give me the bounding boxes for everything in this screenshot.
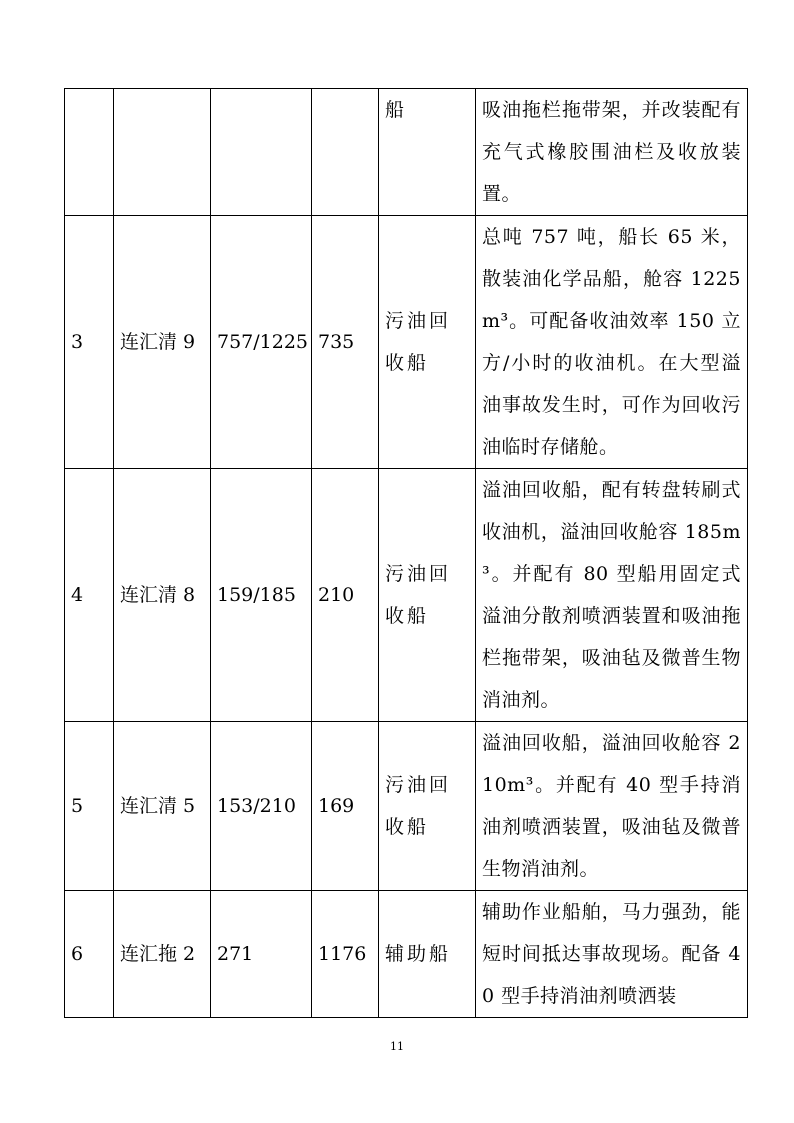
- cell-power: [312, 89, 379, 216]
- cell-power: 210: [312, 469, 379, 722]
- cell-tonnage: 271: [211, 891, 312, 1018]
- table-row: [65, 722, 748, 891]
- vessel-table: [64, 88, 748, 1018]
- cell-number: 4: [65, 469, 114, 722]
- cell-vessel-type: 辅助船: [379, 891, 476, 1018]
- table-row: [65, 891, 748, 1018]
- cell-description: 总吨 757 吨，船长 65 米，散装油化学品船，舱容 1225m³。可配备收油效率 150 立方/小时的收油机。在大型溢油事故发生时，可作为回收污油临时存储舱。: [476, 216, 748, 469]
- cell-number: 5: [65, 722, 114, 891]
- cell-vessel-name: [114, 89, 211, 216]
- cell-vessel-name: 连汇拖 2: [114, 891, 211, 1018]
- cell-description: 溢油回收船，溢油回收舱容 210m³。并配有 40 型手持消油剂喷洒装置，吸油毡及微普生物消油剂。: [476, 722, 748, 891]
- cell-power: 169: [312, 722, 379, 891]
- cell-vessel-name: 连汇清 5: [114, 722, 211, 891]
- cell-vessel-type: 污油回收船: [379, 216, 476, 469]
- cell-vessel-name: 连汇清 9: [114, 216, 211, 469]
- table-row: [65, 89, 748, 216]
- cell-description: 溢油回收船，配有转盘转刷式收油机，溢油回收舱容 185m³。并配有 80 型船用固定式溢油分散剂喷洒装置和吸油拖栏拖带架，吸油毡及微普生物消油剂。: [476, 469, 748, 722]
- cell-power: 1176: [312, 891, 379, 1018]
- table-row: [65, 216, 748, 469]
- cell-tonnage: 153/210: [211, 722, 312, 891]
- cell-power: 735: [312, 216, 379, 469]
- cell-vessel-type: 污油回收船: [379, 469, 476, 722]
- cell-tonnage: 757/1225: [211, 216, 312, 469]
- cell-vessel-name: 连汇清 8: [114, 469, 211, 722]
- cell-number: 3: [65, 216, 114, 469]
- cell-tonnage: [211, 89, 312, 216]
- cell-number: [65, 89, 114, 216]
- cell-description: 辅助作业船舶，马力强劲，能短时间抵达事故现场。配备 40 型手持消油剂喷洒装: [476, 891, 748, 1018]
- cell-vessel-type: 污油回收船: [379, 722, 476, 891]
- cell-tonnage: 159/185: [211, 469, 312, 722]
- cell-description: 吸油拖栏拖带架，并改装配有充气式橡胶围油栏及收放装置。: [476, 89, 748, 216]
- page-number: 11: [390, 1040, 404, 1053]
- table-row: [65, 469, 748, 722]
- cell-vessel-type: 船: [379, 89, 476, 216]
- cell-number: 6: [65, 891, 114, 1018]
